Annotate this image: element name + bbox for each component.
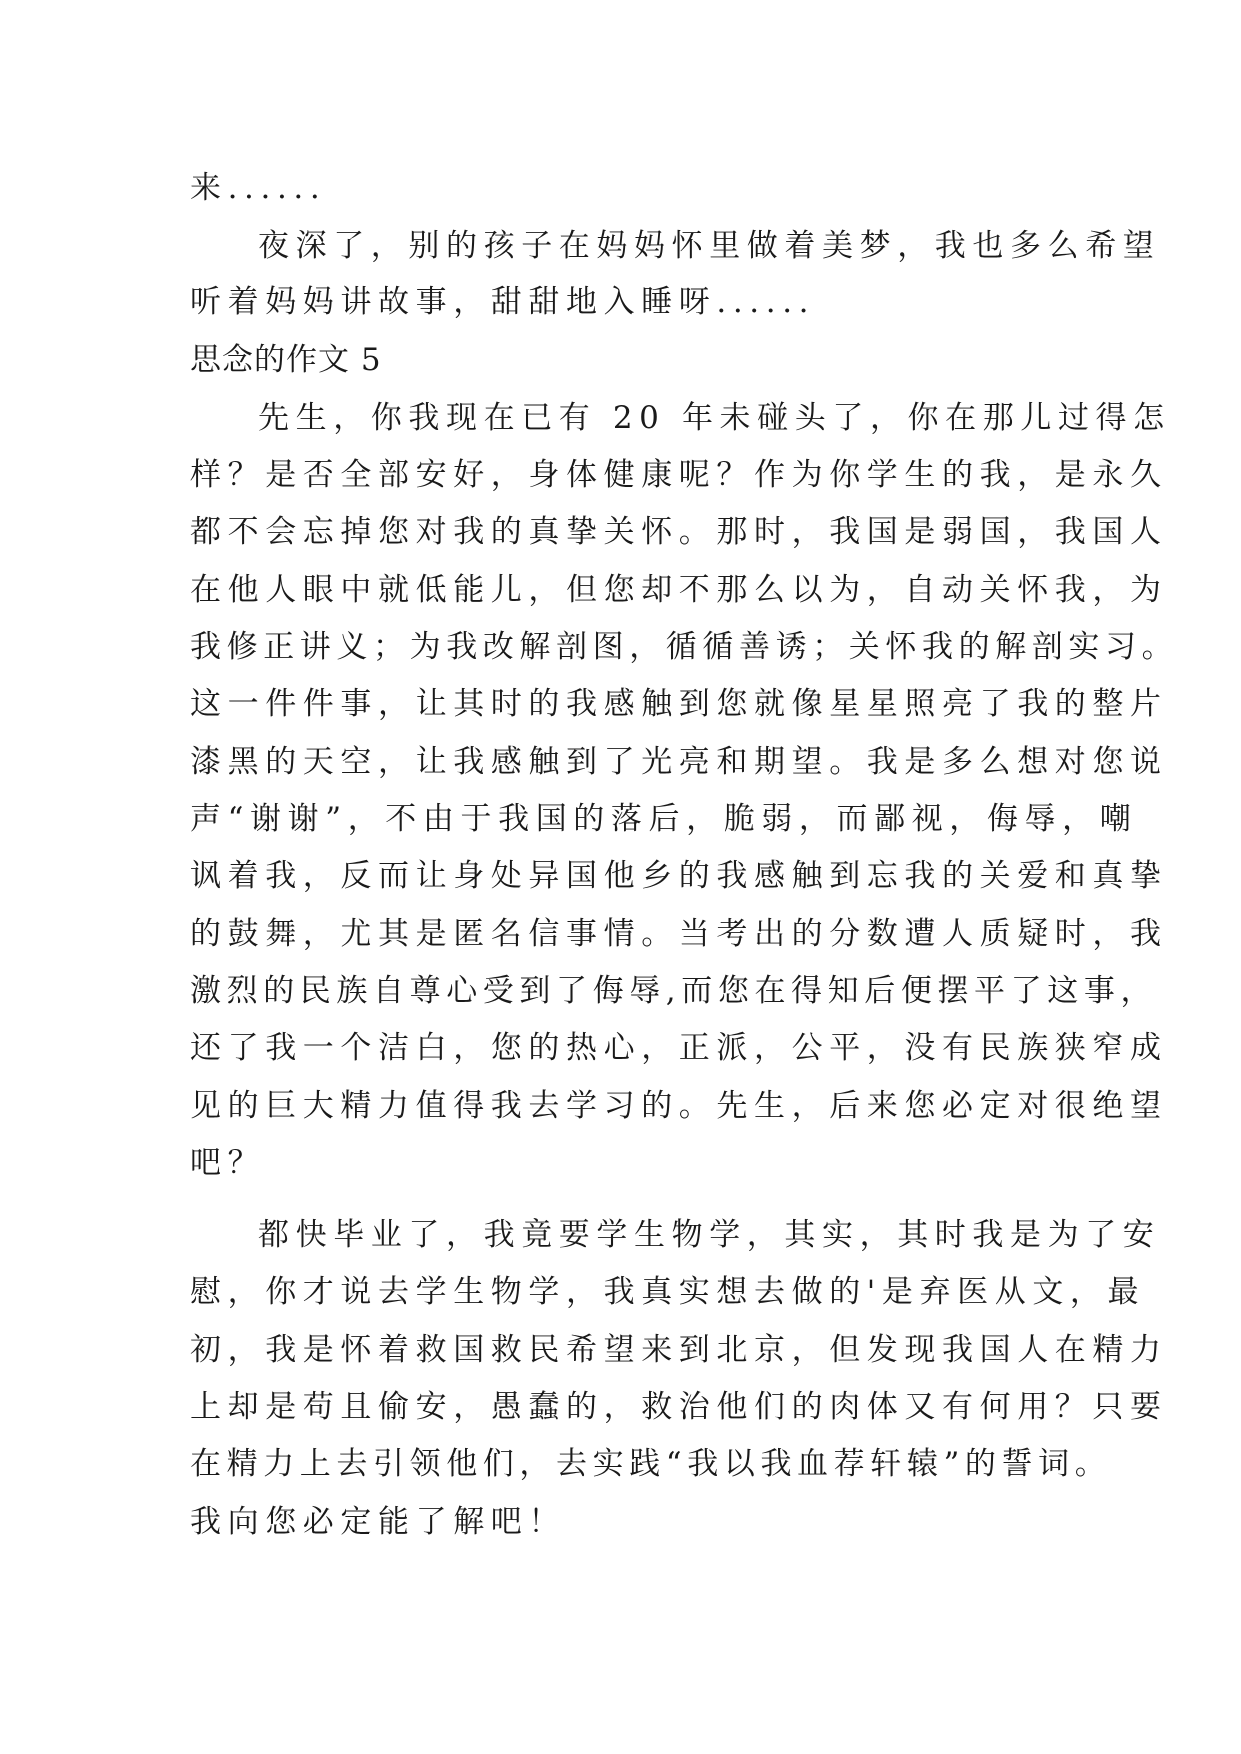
text-line: 慰，你才说去学生物学，我真实想去做的'是弃医从文，最 [190,1274,1146,1310]
text-line: 激烈的民族自尊心受到了侮辱,而您在得知后便摆平了这事， [190,973,1158,1009]
text-line: 漆黑的天空，让我感触到了光亮和期望。我是多么想对您说 [190,744,1168,780]
text-line: 这一件件事，让其时的我感触到您就像星星照亮了我的整片 [190,686,1168,722]
paragraph-first-line: 都快毕业了，我竟要学生物学，其实，其时我是为了安 [258,1217,1161,1253]
text-line: 样？是否全部安好，身体健康呢？作为你学生的我，是永久 [190,457,1168,493]
text-line: 吧？ [190,1145,266,1181]
text-line: 讽着我，反而让身处异国他乡的我感触到忘我的关爱和真挚 [190,858,1168,894]
text-line: 都不会忘掉您对我的真挚关怀。那时，我国是弱国，我国人 [190,514,1168,550]
text-line: 在他人眼中就低能儿，但您却不那么以为，自动关怀我，为 [190,572,1168,608]
text-line: 我向您必定能了解吧！ [190,1504,566,1540]
text-line: 的鼓舞，尤其是匿名信事情。当考出的分数遭人质疑时，我 [190,916,1168,952]
paragraph-first-line: 先生，你我现在已有 20 年未碰头了，你在那儿过得怎 [258,400,1171,436]
text-line: 我修正讲义；为我改解剖图，循循善诱；关怀我的解剖实习。 [190,629,1179,665]
text-line: 上却是苟且偷安，愚蠢的，救治他们的肉体又有何用？只要 [190,1389,1168,1425]
text-line: 见的巨大精力值得我去学习的。先生，后来您必定对很绝望 [190,1088,1168,1124]
paragraph-first-line: 夜深了，别的孩子在妈妈怀里做着美梦，我也多么希望 [258,228,1161,264]
section-heading: 思念的作文 5 [190,342,382,378]
text-line: 来...... [190,170,327,206]
text-line: 声“谢谢”，不由于我国的落后，脆弱，而鄙视，侮辱，嘲 [190,801,1138,837]
text-line: 初，我是怀着救国救民希望来到北京，但发现我国人在精力 [190,1332,1168,1368]
text-line: 听着妈妈讲故事，甜甜地入睡呀...... [190,284,816,320]
text-line: 在精力上去引领他们，去实践“我以我血荐轩辕”的誓词。 [190,1446,1112,1482]
text-line: 还了我一个洁白，您的热心，正派，公平，没有民族狭窄成 [190,1030,1168,1066]
